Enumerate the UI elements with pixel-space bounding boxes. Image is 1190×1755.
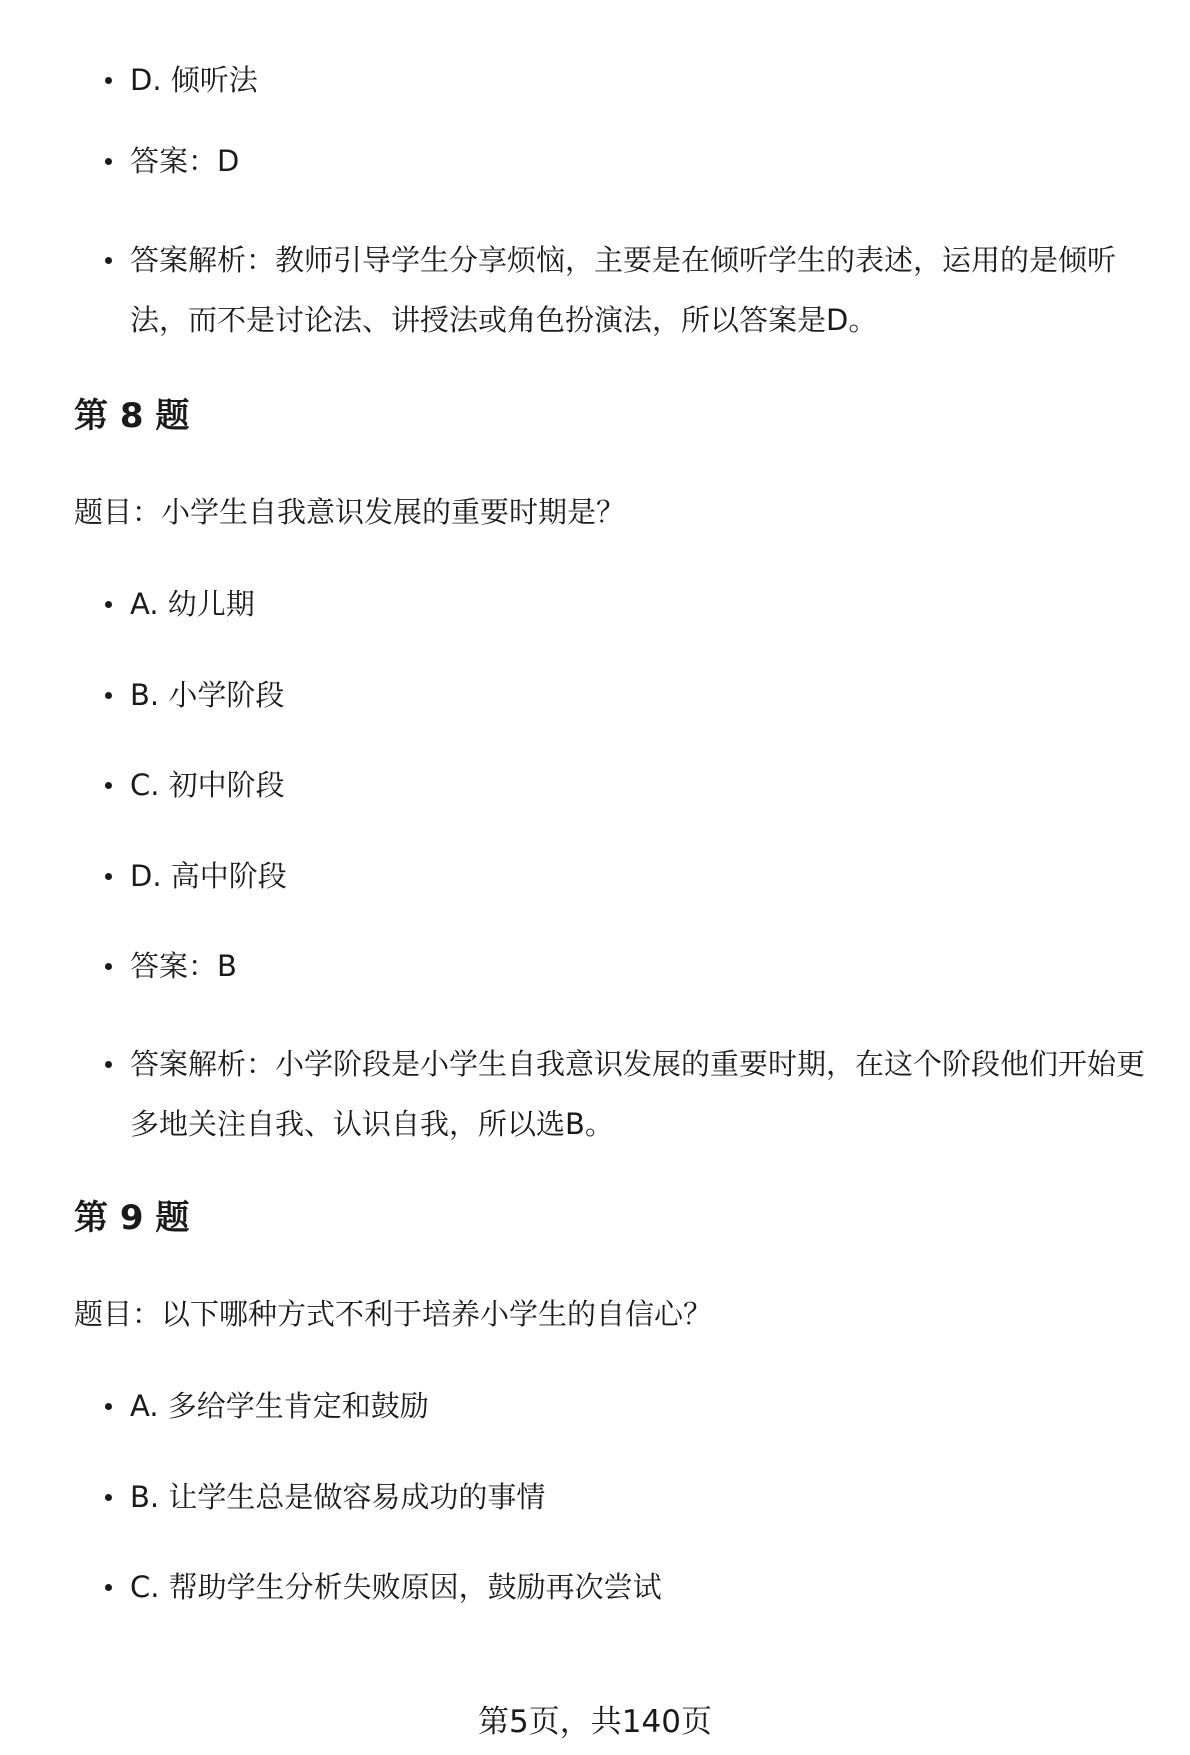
q8-option-d: D. 高中阶段 [130, 846, 1150, 906]
q9-question: 题目：以下哪种方式不利于培养小学生的自信心？ [74, 1297, 713, 1331]
q9-option-b: B. 让学生总是做容易成功的事情 [130, 1467, 1150, 1527]
q8-question: 题目：小学生自我意识发展的重要时期是？ [74, 495, 626, 529]
q7-option-d: D. 倾听法 [130, 50, 1150, 110]
q8-option-c: C. 初中阶段 [130, 755, 1150, 815]
q8-answer: 答案：B [130, 936, 1150, 996]
q8-option-b: B. 小学阶段 [130, 665, 1150, 725]
page-number: 第5页，共140页 [478, 1704, 712, 1740]
q8-heading: 第 8 题 [74, 396, 190, 436]
q8-option-a: A. 幼儿期 [130, 574, 1150, 634]
q9-option-c: C. 帮助学生分析失败原因，鼓励再次尝试 [130, 1557, 1150, 1617]
q7-explanation: 答案解析：教师引导学生分享烦恼，主要是在倾听学生的表述，运用的是倾听法，而不是讨论法、讲授法或角色扮演法，所以答案是D。 [130, 230, 1150, 350]
q9-heading: 第 9 题 [74, 1198, 190, 1238]
q9-option-a: A. 多给学生肯定和鼓励 [130, 1376, 1150, 1436]
q7-answer: 答案：D [130, 131, 1150, 191]
q8-explanation: 答案解析：小学阶段是小学生自我意识发展的重要时期，在这个阶段他们开始更多地关注自我、认识自我，所以选B。 [130, 1034, 1150, 1154]
